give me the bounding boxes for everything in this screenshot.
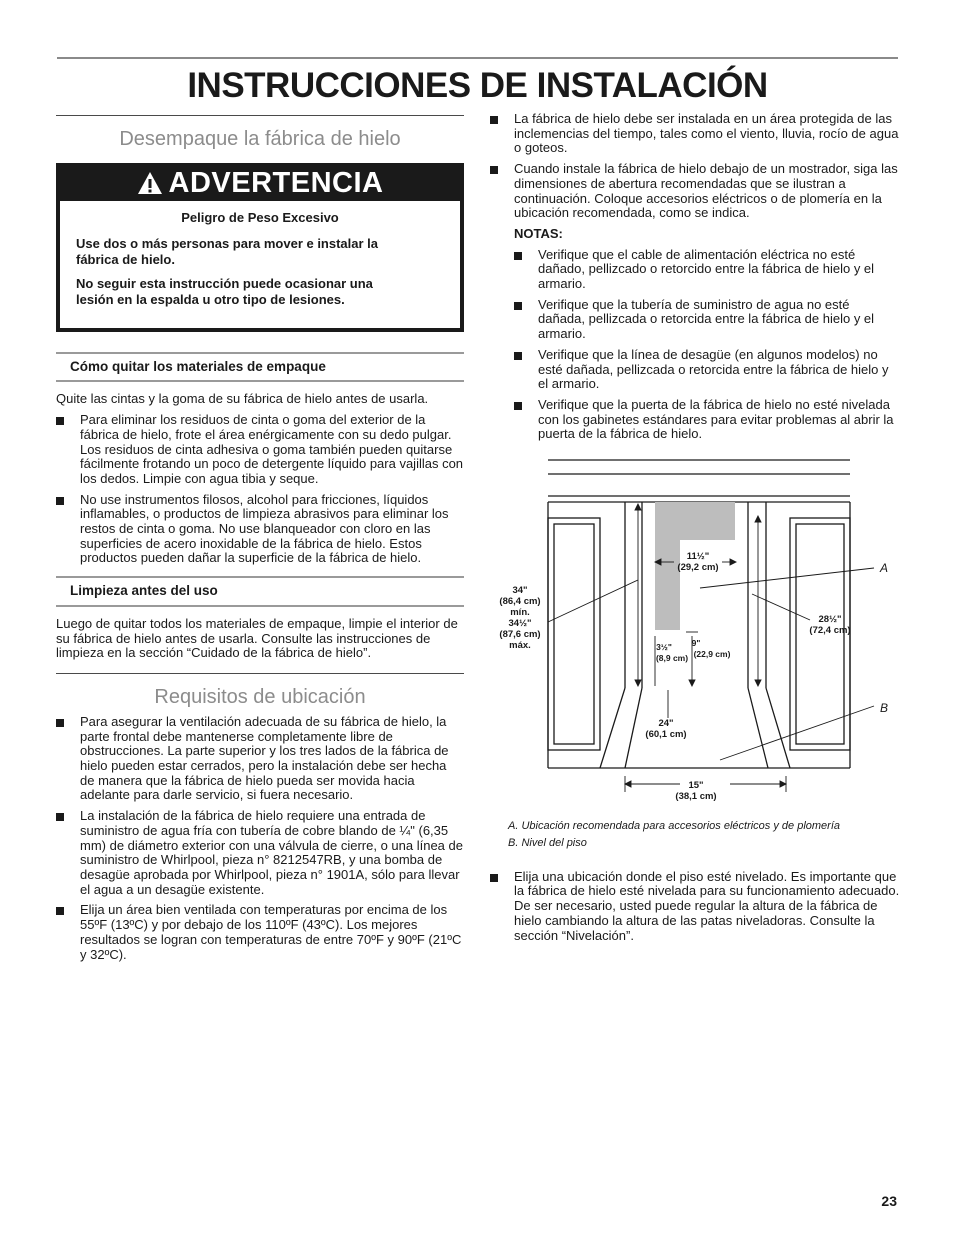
notes-title: NOTAS:: [514, 225, 563, 241]
subsection-title-packing: Cómo quitar los materiales de empaque: [56, 352, 464, 383]
caption-a: A. Ubicación recomendada para accesorios eléctricos y de plomería: [508, 819, 840, 832]
section-rule: [56, 673, 464, 674]
dim-15-cm: (38,1 cm): [675, 791, 717, 803]
dim-34half-cm: (87,6 cm): [499, 629, 541, 641]
warning-line-1: Use dos o más personas para mover e instalar la fábrica de hielo.: [76, 235, 379, 267]
dim-24-cm: (60,1 cm): [645, 729, 687, 741]
page-title: INSTRUCCIONES DE INSTALACIÓN: [187, 66, 768, 105]
dim-34half-max: máx.: [509, 640, 531, 652]
warning-box: [56, 163, 464, 332]
dim-24-label: 24": [658, 718, 674, 730]
right-column: [490, 112, 900, 949]
label-b: B: [880, 701, 889, 716]
square-bullet-icon: [490, 116, 498, 124]
floor-list: [490, 870, 900, 944]
cleaning-text: Luego de quitar todos los materiales de empaque, limpie el interior de su fábrica de hielo antes de usarla. Consulte las instrucciones de limpieza en la sección “Cuidado de la fábrica de hielo”.: [56, 615, 458, 661]
list-item: La instalación de la fábrica de hielo requiere una entrada de suministro de agua fría con tubería de cobre blando de ¼" (6,35 mm) de diámetro exterior con una válvula de cierre, o una línea de suministro de Whirlpool, pieza n° 8212547RB, y una bomba de desagüe aprobada por Whirlpool, pieza n° 1901A, sólo para llevar el agua a un desagüe existente.: [56, 809, 464, 897]
installation-diagram: [490, 450, 900, 814]
warning-body: [58, 201, 462, 330]
list-item: Verifique que la tubería de suministro de agua no esté dañada, pellizcada o retorcida entre la fábrica de hielo y el armario.: [514, 298, 900, 342]
list-item: Para eliminar los residuos de cinta o goma del exterior de la fábrica de hielo, frote el área enérgicamente con su dedo pulgar. Los residuos de cinta adhesiva o goma también pueden quitarse fácilmente frotando un poco de detergente líquido para vajillas con los dedos. Limpie con agua tibia y seque.: [56, 413, 464, 487]
packing-intro: Quite las cintas y la goma de su fábrica de hielo antes de usarla.: [56, 391, 429, 407]
diagram-captions: [508, 818, 900, 852]
dim-11half-label: 11½": [686, 551, 710, 563]
opening-dimensions-diagram: [490, 450, 900, 810]
list-item: Elija un área bien ventilada con temperaturas por encima de los 55ºF (13ºC) y por debajo de los 110ºF (43ºC). Los mejores resultados se logran con temperaturas de entre 70ºF y 90ºF (21ºC y 32ºC).: [56, 903, 464, 962]
dim-28half-label: 28½": [818, 614, 842, 626]
warning-triangle-icon: [137, 171, 163, 195]
list-item: Verifique que la puerta de la fábrica de hielo no esté nivelada con los gabinetes estándares para evitar problemas al abrir la puerta de la fábrica de hielo.: [514, 398, 900, 442]
square-bullet-icon: [514, 252, 522, 260]
dim-28half-cm: (72,4 cm): [809, 625, 851, 637]
list-item: Elija una ubicación donde el piso esté nivelado. Es importante que la fábrica de hielo esté nivelada para su funcionamiento adecuado. De ser necesario, usted puede regular la altura de la fábrica de hielo cambiando la altura de las patas niveladoras. Consulte la sección “Nivelación”.: [490, 870, 900, 944]
subsection-title-cleaning: Limpieza antes del uso: [56, 576, 464, 607]
square-bullet-icon: [56, 813, 64, 821]
dim-34-label: 34": [512, 585, 528, 597]
warning-label: ADVERTENCIA: [168, 166, 384, 199]
square-bullet-icon: [56, 497, 64, 505]
square-bullet-icon: [490, 874, 498, 882]
packing-list: [56, 413, 464, 566]
section-title-unpack: Desempaque la fábrica de hielo: [119, 128, 401, 150]
square-bullet-icon: [490, 166, 498, 174]
location-list: [56, 715, 464, 962]
list-item: Cuando instale la fábrica de hielo debajo de un mostrador, siga las dimensiones de abertura recomendadas que se ilustran a continuación. Coloque accesorios eléctricos o de plomería en la ubicación recomendada, como se indica.: [490, 162, 900, 221]
requirements-list: [490, 112, 900, 221]
left-column: [56, 115, 464, 968]
dim-34-cm: (86,4 cm): [499, 596, 541, 608]
warning-line-2: No seguir esta instrucción puede ocasionar una lesión en la espalda u otro tipo de lesiones.: [76, 275, 373, 307]
square-bullet-icon: [514, 402, 522, 410]
notes-list: [514, 248, 900, 442]
dim-34-min: mín.: [510, 607, 530, 619]
square-bullet-icon: [56, 417, 64, 425]
dim-11half-cm: (29,2 cm): [677, 562, 719, 574]
dim-9-cm: (22,9 cm): [693, 649, 731, 660]
dim-3half-cm: (8,9 cm): [655, 653, 689, 664]
dim-3half-label: 3½": [656, 642, 672, 653]
square-bullet-icon: [514, 352, 522, 360]
square-bullet-icon: [56, 719, 64, 727]
list-item: Verifique que la línea de desagüe (en algunos modelos) no esté dañada, pellizcada o retorcida entre la fábrica de hielo y el armario.: [514, 348, 900, 392]
square-bullet-icon: [56, 907, 64, 915]
warning-banner: [58, 165, 462, 201]
page-number: 23: [881, 1193, 897, 1209]
section-title-location: Requisitos de ubicación: [154, 685, 366, 708]
section-rule: [56, 115, 464, 116]
caption-b: B. Nivel del piso: [508, 836, 587, 849]
label-a: A: [880, 561, 889, 576]
list-item: Verifique que el cable de alimentación eléctrica no esté dañado, pellizcado o retorcido entre la fábrica de hielo y el armario.: [514, 248, 900, 292]
list-item: La fábrica de hielo debe ser instalada en un área protegida de las inclemencias del tiempo, tales como el viento, lluvia, rocío de agua o goteos.: [490, 112, 900, 156]
list-item: No use instrumentos filosos, alcohol para fricciones, líquidos inflamables, o productos de limpieza abrasivos para eliminar los restos de cinta o goma. No use blanqueador con cloro en las superficies de acero inoxidable de la fábrica de hielo. Estos productos pueden dañar la superficie de la fábrica de hielo.: [56, 493, 464, 567]
warning-hazard: Peligro de Peso Excesivo: [181, 210, 339, 225]
square-bullet-icon: [514, 302, 522, 310]
dim-9-label: 9": [691, 638, 701, 649]
top-rule: [57, 57, 898, 59]
list-item: Para asegurar la ventilación adecuada de su fábrica de hielo, la parte frontal debe mantenerse completamente libre de obstrucciones. La parte superior y los tres lados de la fábrica de hielo pueden estar cerrados, pero la instalación debe ser hecha de manera que la fábrica de hielo pueda ser movida hacia adelante para darle servicio, si fuera necesario.: [56, 715, 464, 803]
dim-15-label: 15": [688, 780, 704, 792]
dim-34half-label: 34½": [508, 618, 532, 630]
